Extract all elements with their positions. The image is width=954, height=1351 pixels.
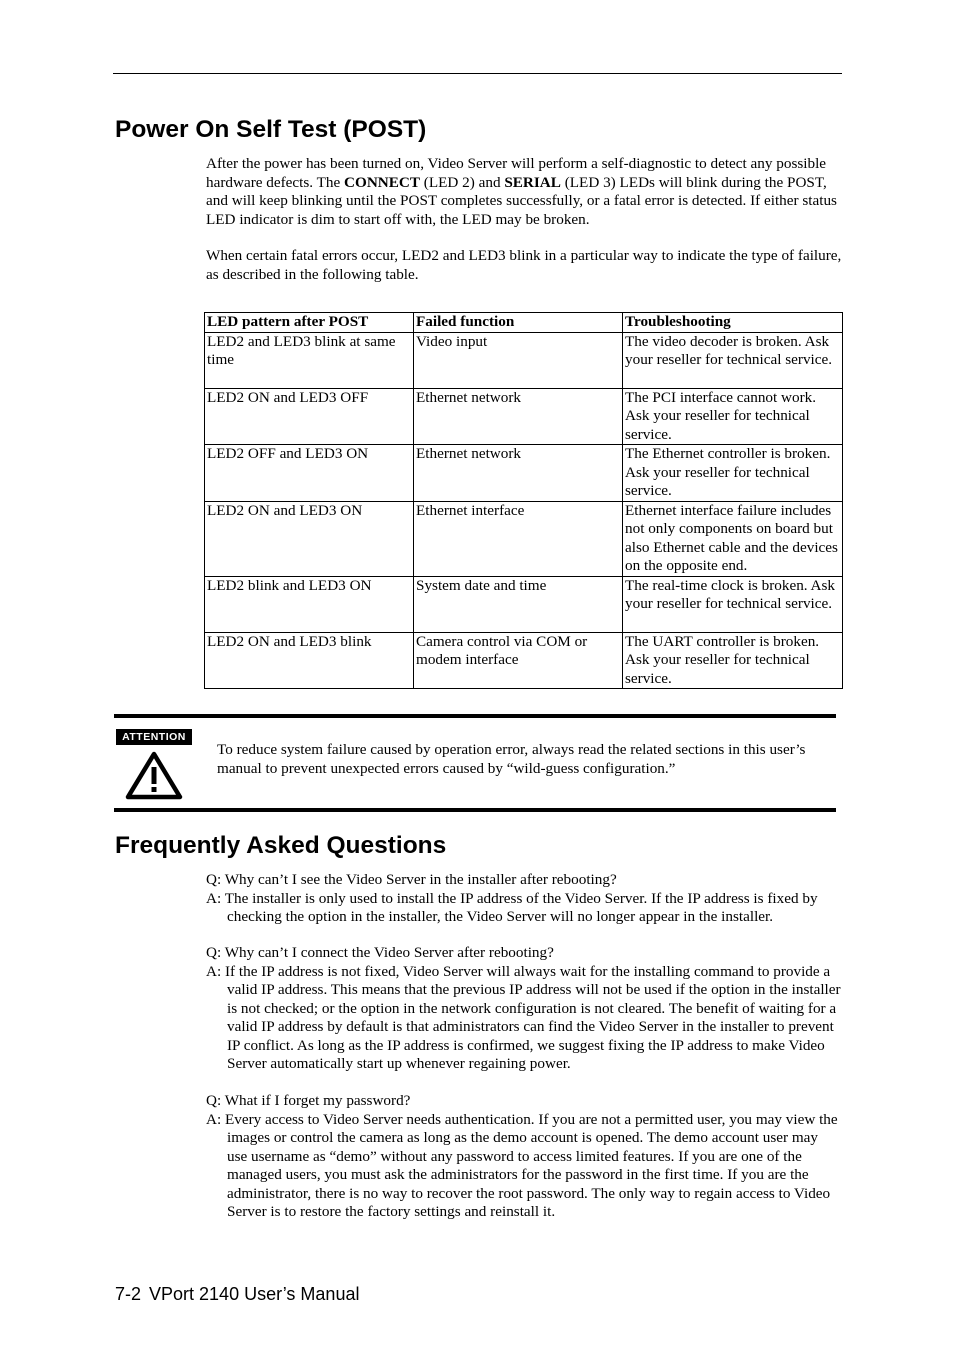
table-row: [205, 332, 843, 388]
faq-item: [206, 944, 842, 1074]
led-pattern-cell: LED2 and LED3 blink at same time: [205, 332, 414, 388]
page-number: 7-2: [115, 1284, 142, 1304]
warning-triangle-icon: [125, 750, 183, 800]
troubleshooting-cell: The video decoder is broken. Ask your reseller for technical service.: [623, 332, 843, 388]
faq-item: [206, 871, 842, 927]
post-table-intro: When certain fatal errors occur, LED2 and LED3 blink in a particular way to indicate the type of failure, as described in the following table.: [206, 247, 842, 283]
column-header-troubleshooting: Troubleshooting: [623, 313, 843, 333]
faq-heading: Frequently Asked Questions: [115, 832, 447, 859]
table-row: [205, 501, 843, 576]
failed-function-cell: Ethernet interface: [414, 501, 623, 576]
troubleshooting-cell: The Ethernet controller is broken. Ask your reseller for technical service.: [623, 445, 843, 502]
column-header-led-pattern: LED pattern after POST: [205, 313, 414, 333]
connect-led-label: CONNECT: [344, 173, 420, 191]
faq-question: Q: Why can’t I connect the Video Server after rebooting?: [206, 944, 554, 961]
troubleshooting-cell: The UART controller is broken. Ask your reseller for technical service.: [623, 632, 843, 689]
troubleshooting-cell: The PCI interface cannot work. Ask your reseller for technical service.: [623, 388, 843, 445]
led-pattern-cell: LED2 ON and LED3 OFF: [205, 388, 414, 445]
faq-answer: A: Every access to Video Server needs authentication. If you are not a permitted user, you may view the images or control the camera as long as the demo account is opened. The demo account user may use username as “demo” without any password to access limited features. If you are one of the managed users, you must ask the administrators for the password in the first time. If you are the administrator, there is no way to recover the root password. The only way to regain access to Video Server is to restore the factory settings and reinstall it.: [206, 1110, 838, 1220]
serial-led-label: SERIAL: [504, 173, 561, 191]
faq-answer: A: The installer is only used to install the IP address of the Video Server. If the IP address is fixed by checking the option in the installer, the Video Server will no longer appear in the installer.: [206, 889, 818, 925]
faq-question: Q: Why can’t I see the Video Server in the installer after rebooting?: [206, 871, 617, 888]
post-heading: Power On Self Test (POST): [115, 116, 427, 143]
attention-badge: ATTENTION: [116, 729, 192, 745]
attention-top-bar: [114, 714, 836, 718]
table-row: [205, 445, 843, 502]
table-row: [205, 576, 843, 632]
faq-answer: A: If the IP address is not fixed, Video Server will always wait for the installing command to provide a valid IP address. This means that the previous IP address will not be used if the option in the installer is not checked; or the option in the network configuration is not cleared. The benefit of waiting for a valid IP address by default is that administrators can find the Video Server in the installer to prevent IP conflict. As long as the IP address is confirmed, we suggest fixing the IP address to make Video Server automatically start up whenever regaining power.: [206, 962, 841, 1072]
led-pattern-table: [204, 312, 843, 689]
led-pattern-cell: LED2 blink and LED3 ON: [205, 576, 414, 632]
manual-title: VPort 2140 User’s Manual: [149, 1284, 360, 1304]
table-row: [205, 632, 843, 689]
post-intro-text-3: (LED 3) LEDs will blink during the POST, and will keep blinking until the POST completes successfully, or a fatal error is detected. If either status LED indicator is dim to start off with, the LED may be broken.: [206, 173, 837, 228]
header-rule: [113, 73, 842, 74]
troubleshooting-cell: The real-time clock is broken. Ask your reseller for technical service.: [623, 576, 843, 632]
attention-bottom-bar: [114, 808, 836, 812]
led-pattern-cell: LED2 ON and LED3 ON: [205, 501, 414, 576]
table-row: [205, 388, 843, 445]
faq-item: [206, 1092, 842, 1222]
failed-function-cell: Ethernet network: [414, 388, 623, 445]
page-footer: [115, 1283, 359, 1305]
failed-function-cell: Camera control via COM or modem interface: [414, 632, 623, 689]
failed-function-cell: Video input: [414, 332, 623, 388]
failed-function-cell: Ethernet network: [414, 445, 623, 502]
post-intro-paragraph: [206, 155, 846, 229]
table-header-row: [205, 313, 843, 333]
led-pattern-cell: LED2 ON and LED3 blink: [205, 632, 414, 689]
faq-question: Q: What if I forget my password?: [206, 1092, 411, 1109]
post-intro-text-2: (LED 2) and: [419, 173, 505, 191]
attention-text: To reduce system failure caused by operation error, always read the related sections in this user’s manual to prevent unexpected errors caused by “wild-guess configuration.”: [217, 741, 806, 777]
column-header-failed-function: Failed function: [414, 313, 623, 333]
troubleshooting-cell: Ethernet interface failure includes not only components on board but also Ethernet cable and the devices on the opposite end.: [623, 501, 843, 576]
post-intro-text-1: After the power has been turned on, Video Server will perform a self-diagnostic to detect any possible hardware defects. The: [206, 155, 827, 191]
led-pattern-cell: LED2 OFF and LED3 ON: [205, 445, 414, 502]
failed-function-cell: System date and time: [414, 576, 623, 632]
